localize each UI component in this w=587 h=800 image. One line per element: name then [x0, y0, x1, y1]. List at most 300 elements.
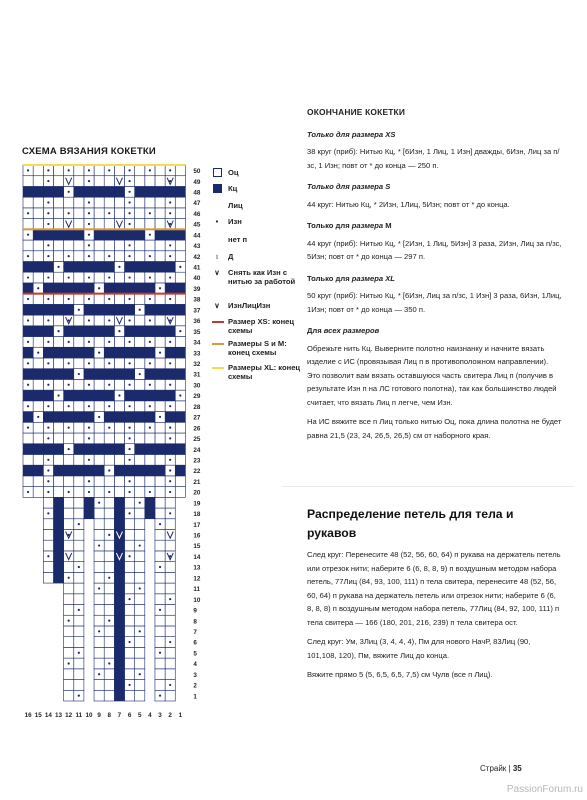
chart-cell: [104, 454, 114, 465]
row-number: 12: [193, 575, 201, 583]
chart-cell: [23, 347, 33, 358]
chart-cell: [64, 519, 74, 530]
purl-dot: [47, 459, 49, 461]
row-number: 35: [193, 328, 201, 336]
col-number: 11: [75, 712, 83, 719]
chart-cell: [33, 465, 43, 476]
chart-cell: [33, 454, 43, 465]
chart-cell: [23, 433, 33, 444]
chart-cell: [104, 390, 114, 401]
purl-dot: [57, 330, 59, 332]
chart-cell: [135, 476, 145, 487]
row-number: 17: [193, 521, 201, 529]
chart-cell: [43, 444, 53, 455]
col-number: 4: [148, 712, 152, 719]
chart-cell: [74, 529, 84, 540]
purl-dot: [139, 373, 141, 375]
chart-cell: [114, 476, 124, 487]
chart-cell: [135, 165, 145, 176]
chart-cell: [165, 690, 175, 701]
purl-dot: [128, 319, 130, 321]
row-number: 42: [193, 253, 201, 261]
chart-cell: [53, 315, 63, 326]
chart-cell: [135, 465, 145, 476]
size-xl-end-line: [23, 164, 185, 166]
chart-cell: [135, 572, 145, 583]
row-number: 10: [193, 596, 201, 604]
chart-cell: [94, 519, 104, 530]
purl-dot: [37, 416, 39, 418]
purl-dot: [78, 695, 80, 697]
chart-cell: [33, 294, 43, 305]
chart-cell: [53, 165, 63, 176]
chart-cell: [135, 272, 145, 283]
purl-dot: [179, 266, 181, 268]
chart-cell: [135, 690, 145, 701]
col-number: 9: [97, 712, 101, 719]
chart-cell: [53, 422, 63, 433]
chart-cell: [155, 551, 165, 562]
purl-dot: [88, 362, 90, 364]
chart-cell: [135, 647, 145, 658]
chart-cell: [155, 540, 165, 551]
chart-cell: [94, 219, 104, 230]
purl-dot: [169, 201, 171, 203]
chart-cell: [155, 251, 165, 262]
chart-cell: [135, 176, 145, 187]
chart-cell: [125, 347, 135, 358]
purl-dot: [169, 641, 171, 643]
chart-cell: [145, 433, 155, 444]
chart-cell: [43, 186, 53, 197]
chart-cell: [104, 540, 114, 551]
chart-cell: [23, 261, 33, 272]
chart-cell: [64, 540, 74, 551]
chart-cell: [74, 219, 84, 230]
chart-cell: [74, 176, 84, 187]
v-icon: ∨: [214, 301, 220, 310]
chart-cell: [84, 412, 94, 423]
row-number: 11: [193, 586, 201, 594]
chart-cell: [84, 261, 94, 272]
purl-dot: [149, 212, 151, 214]
purl-dot: [128, 427, 130, 429]
chart-cell: [114, 272, 124, 283]
chart-cell: [155, 165, 165, 176]
chart-cell: [114, 337, 124, 348]
chart-cell: [74, 197, 84, 208]
chart-cell: [64, 594, 74, 605]
purl-dot: [179, 330, 181, 332]
chart-cell: [135, 412, 145, 423]
chart-cell: [43, 229, 53, 240]
purl-dot: [118, 266, 120, 268]
chart-cell: [74, 454, 84, 465]
purl-dot: [47, 437, 49, 439]
chart-cell: [53, 294, 63, 305]
chart-cell: [155, 294, 165, 305]
chart-cell: [135, 454, 145, 465]
row-number: 4: [193, 661, 197, 669]
chart-cell: [43, 347, 53, 358]
chart-cell: [23, 219, 33, 230]
chart-cell: [74, 165, 84, 176]
chart-cell: [145, 219, 155, 230]
purl-dot: [88, 480, 90, 482]
chart-cell: [175, 347, 185, 358]
purl-dot: [128, 276, 130, 278]
chart-cell: [114, 626, 124, 637]
chart-cell: [53, 412, 63, 423]
chart-cell: [64, 690, 74, 701]
row-number: 44: [193, 232, 201, 240]
chart-cell: [125, 326, 135, 337]
size-sm-end-line: [23, 228, 185, 230]
col-number: 10: [85, 712, 93, 719]
chart-cell: [104, 476, 114, 487]
chart-cell: [155, 422, 165, 433]
loop-icon: ♁: [214, 252, 220, 261]
chart-cell: [135, 433, 145, 444]
purl-dot: [159, 352, 161, 354]
chart-cell: [53, 465, 63, 476]
purl-dot: [27, 491, 29, 493]
chart-cell: [64, 197, 74, 208]
chart-cell: [53, 358, 63, 369]
purl-dot: [169, 684, 171, 686]
chart-cell: [33, 165, 43, 176]
chart-cell: [104, 594, 114, 605]
purl-dot: [128, 169, 130, 171]
chart-cell: [125, 229, 135, 240]
chart-cell: [53, 551, 63, 562]
chart-cell: [155, 669, 165, 680]
chart-cell: [33, 422, 43, 433]
chart-cell: [64, 605, 74, 616]
purl-dot: [68, 491, 70, 493]
chart-cell: [74, 272, 84, 283]
chart-cell: [125, 304, 135, 315]
chart-cell: [64, 229, 74, 240]
chart-cell: [125, 647, 135, 658]
chart-cell: [125, 529, 135, 540]
purl-dot: [47, 201, 49, 203]
purl-dot: [179, 394, 181, 396]
chart-cell: [125, 261, 135, 272]
chart-cell: [33, 487, 43, 498]
distribution-body-3: Вяжите прямо 5 (5, 6,5, 6,5, 7,5) см Чулв (все п Лиц).: [307, 670, 493, 679]
row-number: 20: [193, 489, 201, 497]
chart-cell: [43, 562, 53, 573]
chart-cell: [135, 283, 145, 294]
chart-cell: [135, 551, 145, 562]
chart-cell: [94, 637, 104, 648]
chart-cell: [94, 658, 104, 669]
chart-cell: [125, 412, 135, 423]
purl-dot: [169, 512, 171, 514]
chart-cell: [43, 304, 53, 315]
row-number: 2: [193, 682, 197, 690]
chart-cell: [155, 444, 165, 455]
purl-dot: [47, 555, 49, 557]
row-number: 21: [193, 478, 201, 486]
chart-cell: [135, 594, 145, 605]
chart-cell: [114, 347, 124, 358]
chart-cell: [155, 208, 165, 219]
chart-cell: [175, 358, 185, 369]
row-number: 14: [193, 553, 201, 561]
chart-cell: [64, 261, 74, 272]
chart-cell: [165, 261, 175, 272]
chart-cell: [74, 508, 84, 519]
purl-dot: [108, 212, 110, 214]
purl-dot: [108, 319, 110, 321]
row-number: 22: [193, 468, 201, 476]
chart-cell: [135, 401, 145, 412]
chart-cell: [175, 444, 185, 455]
chart-cell: [74, 186, 84, 197]
chart-cell: [53, 562, 63, 573]
chart-cell: [145, 465, 155, 476]
purl-dot: [128, 684, 130, 686]
chart-cell: [94, 326, 104, 337]
purl-dot: [169, 341, 171, 343]
chart-cell: [165, 605, 175, 616]
row-number: 16: [193, 532, 201, 540]
row-number: 31: [193, 371, 201, 379]
chart-cell: [43, 540, 53, 551]
chart-cell: [155, 572, 165, 583]
chart-cell: [74, 572, 84, 583]
chart-cell: [53, 519, 63, 530]
chart-cell: [53, 401, 63, 412]
purl-dot: [108, 491, 110, 493]
chart-cell: [94, 594, 104, 605]
chart-cell: [94, 444, 104, 455]
chart-cell: [145, 326, 155, 337]
purl-dot: [47, 180, 49, 182]
chart-cell: [74, 261, 84, 272]
chart-cell: [23, 444, 33, 455]
purl-dot: [98, 416, 100, 418]
chart-cell: [114, 540, 124, 551]
purl-dot: [108, 362, 110, 364]
purl-dot: [98, 544, 100, 546]
chart-cell: [94, 605, 104, 616]
purl-dot: [149, 234, 151, 236]
row-number: 1: [193, 693, 197, 701]
chart-cell: [23, 283, 33, 294]
chart-cell: [74, 615, 84, 626]
chart-cell: [53, 379, 63, 390]
empty-square-icon: [213, 168, 222, 177]
chart-cell: [155, 454, 165, 465]
chart-cell: [53, 572, 63, 583]
chart-cell: [23, 412, 33, 423]
row-number: 5: [193, 650, 197, 658]
purl-dot: [149, 405, 151, 407]
chart-cell: [135, 261, 145, 272]
purl-dot: [169, 212, 171, 214]
chart-cell: [33, 369, 43, 380]
chart-cell: [155, 529, 165, 540]
row-number: 38: [193, 296, 201, 304]
chart-cell: [125, 562, 135, 573]
chart-cell: [175, 433, 185, 444]
purl-dot: [159, 287, 161, 289]
chart-cell: [145, 240, 155, 251]
chart-cell: [53, 251, 63, 262]
chart-cell: [53, 186, 63, 197]
chart-cell: [114, 197, 124, 208]
chart-cell: [114, 294, 124, 305]
chart-cell: [155, 465, 165, 476]
chart-cell: [74, 476, 84, 487]
chart-cell: [114, 594, 124, 605]
xs-body: 38 круг (приб): Нитью Кц, * [6Изн, 1 Лиц, 1 Изн] дважды, 6Изн, Лиц за п/зс, 1 Изн; повт от * до конца — 250 п.: [307, 147, 560, 170]
chart-cell: [43, 326, 53, 337]
row-number: 18: [193, 511, 201, 519]
chart-cell: [125, 283, 135, 294]
purl-dot: [27, 255, 29, 257]
chart-cell: [155, 369, 165, 380]
purl-dot: [149, 341, 151, 343]
chart-cell: [155, 261, 165, 272]
chart-cell: [125, 519, 135, 530]
chart-cell: [125, 465, 135, 476]
chart-cell: [165, 626, 175, 637]
chart-cell: [135, 208, 145, 219]
chart-cell: [74, 594, 84, 605]
chart-cell: [43, 369, 53, 380]
all-sizes-body-2: На ИС вяжите все п Лиц только нитью Оц, пока длина полотна не будет равна 21,5 (23, 24, 26,5, 26,5) см от наборного края.: [307, 417, 562, 440]
purl-dot: [27, 405, 29, 407]
chart-cell: [94, 390, 104, 401]
distribution-body-2: След круг: Ум, 3Лиц (3, 4, 4, 4), Пм для нового НачР, 83Лиц (90, 101,108, 120), Пм, вяжите Лиц до конца.: [307, 637, 531, 660]
chart-cell: [104, 261, 114, 272]
purl-dot: [128, 437, 130, 439]
chart-cell: [175, 401, 185, 412]
chart-cell: [114, 508, 124, 519]
chart-cell: [114, 572, 124, 583]
purl-dot: [169, 459, 171, 461]
chart-cell: [114, 680, 124, 691]
chart-cell: [135, 444, 145, 455]
chart-cell: [165, 283, 175, 294]
purl-dot: [47, 480, 49, 482]
chart-cell: [155, 272, 165, 283]
chart-cell: [135, 186, 145, 197]
purl-dot: [139, 544, 141, 546]
chart-cell: [135, 487, 145, 498]
orange-line-icon: [212, 343, 224, 345]
chart-cell: [33, 326, 43, 337]
chart-cell: [94, 529, 104, 540]
row-number: 41: [193, 264, 201, 272]
chart-cell: [33, 358, 43, 369]
chart-cell: [175, 272, 185, 283]
purl-dot: [88, 491, 90, 493]
purl-dot: [27, 427, 29, 429]
chart-cell: [104, 647, 114, 658]
chart-cell: [104, 562, 114, 573]
chart-cell: [53, 433, 63, 444]
chart-cell: [125, 369, 135, 380]
chart-cell: [64, 508, 74, 519]
chart-cell: [23, 390, 33, 401]
chart-cell: [33, 197, 43, 208]
xl-heading: Только для размера XL: [307, 273, 395, 283]
chart-cell: [135, 379, 145, 390]
purl-dot: [47, 512, 49, 514]
purl-dot: [128, 212, 130, 214]
chart-cell: [165, 186, 175, 197]
purl-dot: [169, 276, 171, 278]
page-number: 35: [512, 764, 522, 773]
chart-cell: [155, 615, 165, 626]
row-number: 43: [193, 243, 201, 251]
chart-cell: [135, 326, 145, 337]
chart-cell: [114, 358, 124, 369]
purl-dot: [27, 169, 29, 171]
chart-cell: [145, 476, 155, 487]
chart-cell: [94, 186, 104, 197]
purl-dot: [169, 437, 171, 439]
row-number: 34: [193, 339, 201, 347]
purl-dot: [68, 620, 70, 622]
row-number: 32: [193, 361, 201, 368]
chart-cell: [114, 562, 124, 573]
purl-dot: [169, 480, 171, 482]
chart-cell: [114, 465, 124, 476]
chart-cell: [145, 412, 155, 423]
chart-cell: [155, 583, 165, 594]
purl-dot: [47, 341, 49, 343]
chart-cell: [23, 186, 33, 197]
purl-dot: [128, 362, 130, 364]
chart-cell: [125, 626, 135, 637]
chart-cell: [114, 379, 124, 390]
chart-cell: [43, 529, 53, 540]
chart-cell: [165, 583, 175, 594]
chart-cell: [145, 283, 155, 294]
purl-dot: [47, 384, 49, 386]
chart-cell: [33, 186, 43, 197]
chart-cell: [175, 454, 185, 465]
purl-dot: [88, 384, 90, 386]
chart-cell: [33, 229, 43, 240]
row-number: 30: [193, 382, 201, 390]
chart-cell: [104, 551, 114, 562]
chart-cell: [84, 465, 94, 476]
chart-cell: [135, 615, 145, 626]
row-number: 45: [193, 221, 201, 229]
chart-cell: [84, 326, 94, 337]
chart-cell: [175, 165, 185, 176]
purl-dot: [118, 394, 120, 396]
purl-dot: [47, 491, 49, 493]
row-number: 26: [193, 425, 201, 433]
purl-dot: [88, 223, 90, 225]
chart-cell: [145, 454, 155, 465]
chart-cell: [114, 186, 124, 197]
purl-dot: [128, 512, 130, 514]
purl-dot: [98, 287, 100, 289]
filled-square-icon: [213, 184, 222, 193]
chart-cell: [104, 637, 114, 648]
distribution-body-1: След круг: Перенесите 48 (52, 56, 60, 64) п рукава на держатель петель или отрезок нити; наберите 6 (6, 8, 8, 9) п воздушным методом набора петель, 77Лиц (84, 93, 100, 111) п тела свитера, перенесите 48 (52, 56, 60, 64) п рукава на держатель петель или отрезок нити; наберите 6 (6, 8, 8, 8) п воздушным методом набора петель, 77Лиц (84, 92, 100, 111) п тела свитера — 166 (180, 201, 216, 239) п тела свитера ост.: [307, 550, 561, 627]
row-number: 8: [193, 618, 197, 626]
